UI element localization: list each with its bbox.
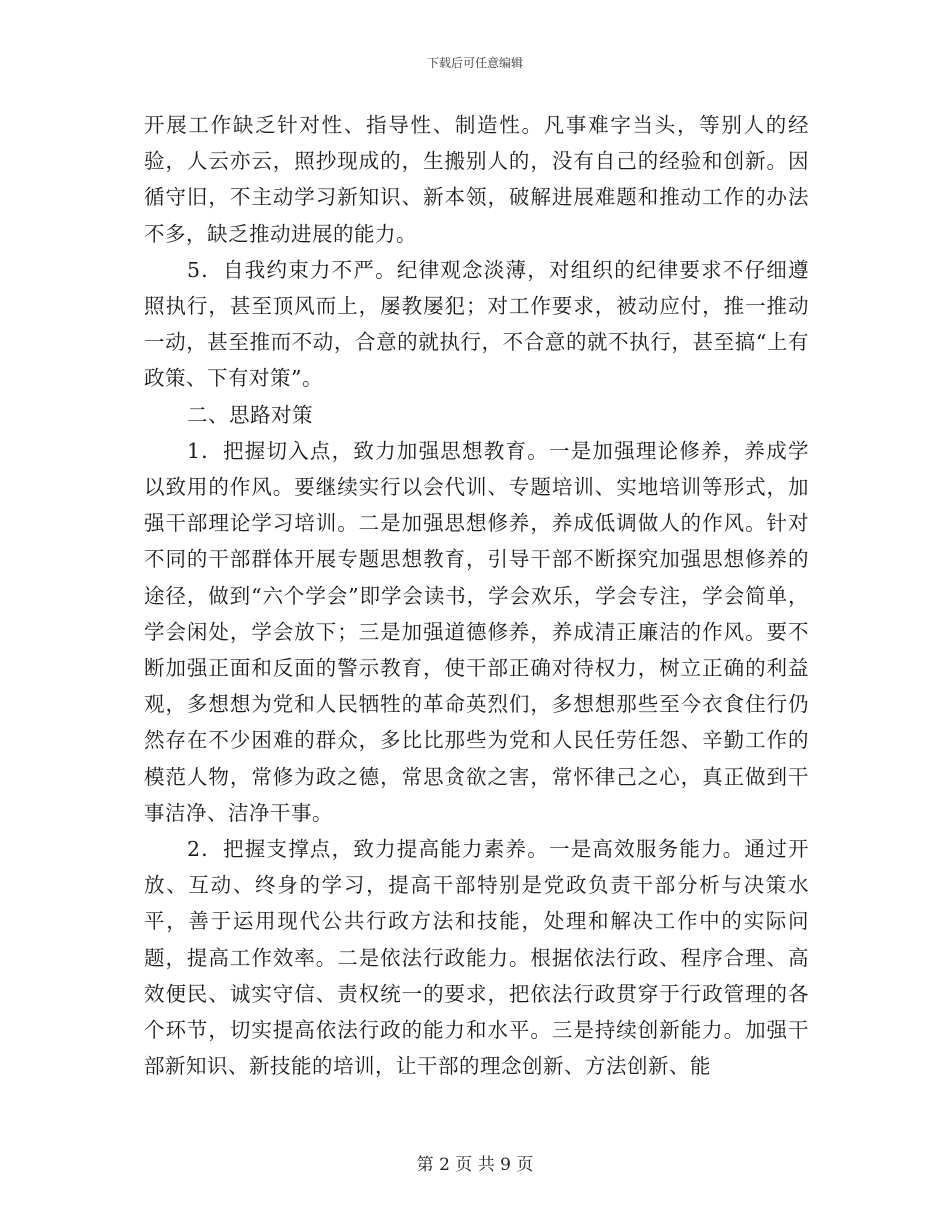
paragraph-measure-2: 2．把握支撑点，致力提高能力素养。一是高效服务能力。通过开放、互动、终身的学习，提高干部特别是党政负责干部分析与决策水平，善于运用现代公共行政方法和技能，处理和解决工作中的实际问题，提高工作效率。二是依法行政能力。根据依法行政、程序合理、高效便民、诚实守信、责权统一的要求，把依法行政贯穿于行政管理的各个环节，切实提高依法行政的能力和水平。三是持续创新能力。加强干部新知识、新技能的培训，让干部的理念创新、方法创新、能 (144, 837, 809, 1079)
paragraph-continued: 开展工作缺乏针对性、指导性、制造性。凡事难字当头，等别人的经验，人云亦云，照抄现成的，生搬别人的，没有自己的经验和创新。因循守旧，不主动学习新知识、新本领，破解进展难题和推动工作的办法不多，缺乏推动进展的能力。 (144, 113, 809, 246)
page-header: 下载后可任意编辑 (426, 56, 523, 70)
page-number-footer: 第 2 页 共 9 页 (416, 1155, 534, 1175)
section-heading-strategies: 二、思路对策 (187, 402, 313, 427)
paragraph-measure-1: 1．把握切入点，致力加强思想教育。一是加强理论修养，养成学以致用的作风。要继续实行以会代训、专题培训、实地培训等形式，加强干部理论学习培训。二是加强思想修养，养成低调做人的作风。针对不同的干部群体开展专题思想教育，引导干部不断探究加强思想修养的途径，做到“六个学会”即学会读书，学会欢乐，学会专注，学会简单，学会闲处，学会放下；三是加强道德修养，养成清正廉洁的作风。要不断加强正面和反面的警示教育，使干部正确对待权力，树立正确的利益观，多想想为党和人民牺牲的革命英烈们，多想想那些至今衣食住行仍然存在不少困难的群众，多比比那些为党和人民任劳任怨、辛勤工作的模范人物，常修为政之德，常思贪欲之害，常怀律己之心，真正做到干事洁净、洁净干事。 (144, 438, 809, 825)
paragraph-item-5: 5．自我约束力不严。纪律观念淡薄，对组织的纪律要求不仔细遵照执行，甚至顶风而上，屡教屡犯；对工作要求，被动应付，推一推动一动，甚至推而不动，合意的就执行，不合意的就不执行，甚至搞“上有政策、下有对策”。 (144, 257, 809, 391)
document-body (144, 107, 809, 1084)
